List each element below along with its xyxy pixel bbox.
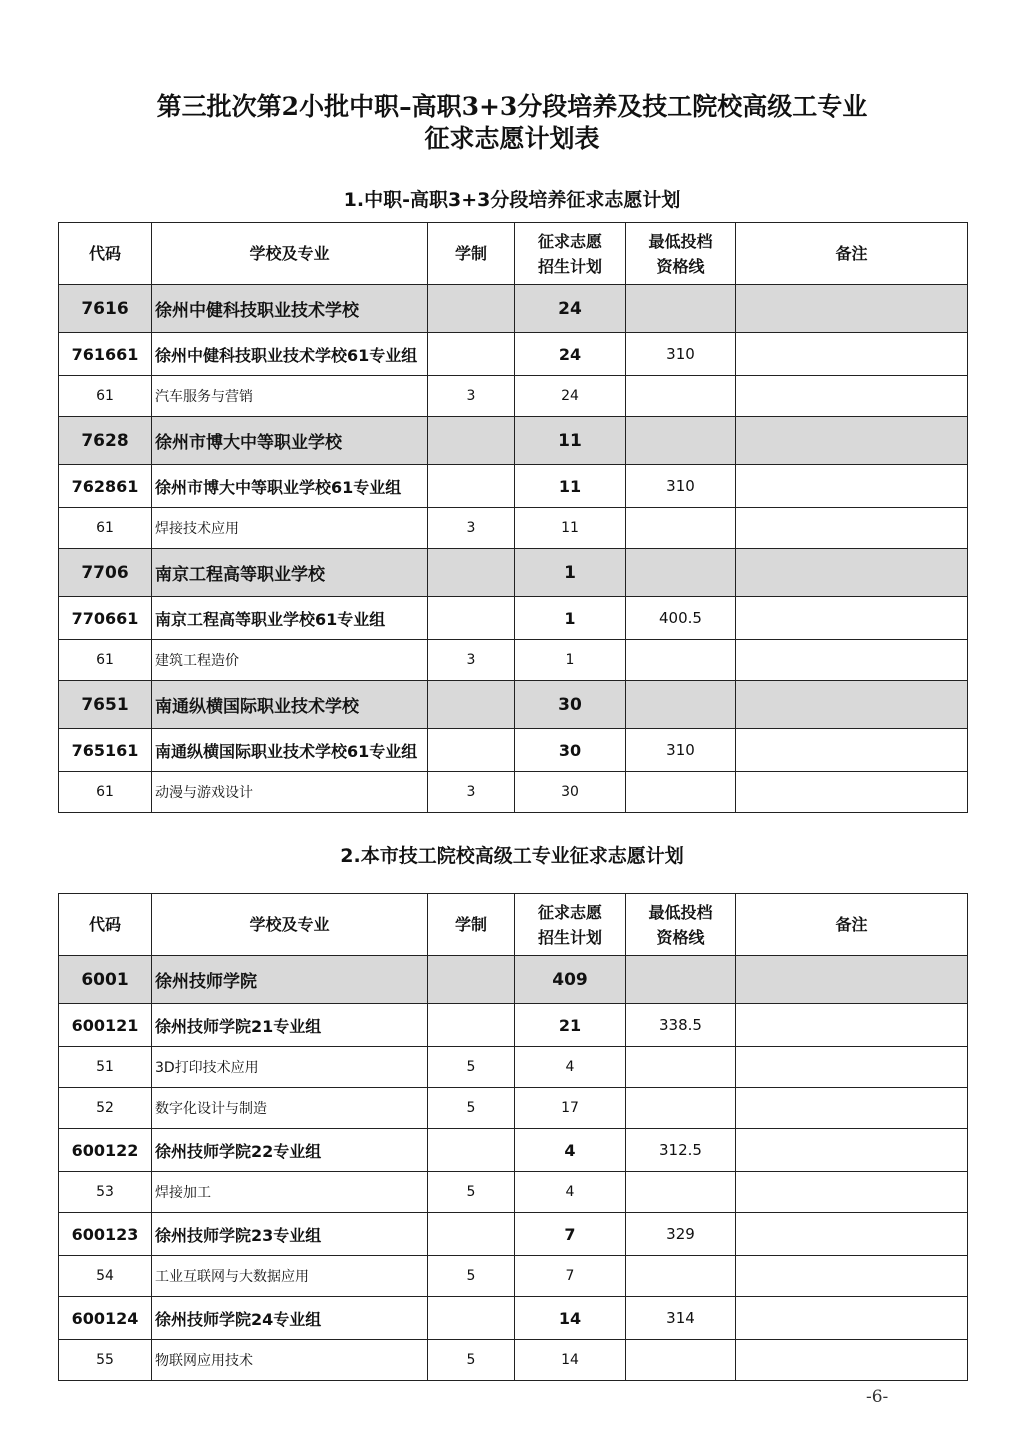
header-plan-line-1: 征求志愿 (537, 231, 602, 251)
major-row (59, 376, 968, 417)
cell-years: 5 (428, 1172, 515, 1213)
cell-plan: 17 (515, 1088, 626, 1129)
major-row (59, 640, 968, 681)
major-row (59, 1256, 968, 1297)
cell-code: 7706 (59, 549, 152, 597)
cell-note (736, 1004, 968, 1047)
header-min-score (626, 894, 736, 956)
cell-years: 5 (428, 1088, 515, 1129)
cell-min-score (626, 417, 736, 465)
header-school: 学校及专业 (152, 894, 428, 956)
header-plan-line-1: 征求志愿 (537, 902, 602, 922)
major-row (59, 1172, 968, 1213)
cell-min-score (626, 772, 736, 813)
cell-years: 3 (428, 640, 515, 681)
group-row (59, 729, 968, 772)
table-header-row (59, 223, 968, 285)
cell-note (736, 640, 968, 681)
cell-plan: 11 (515, 508, 626, 549)
cell-code: 61 (59, 640, 152, 681)
cell-years: 5 (428, 1047, 515, 1088)
table-header-row (59, 894, 968, 956)
cell-min-score: 310 (626, 729, 736, 772)
cell-code: 600124 (59, 1297, 152, 1340)
cell-note (736, 285, 968, 333)
major-row (59, 1047, 968, 1088)
cell-note (736, 549, 968, 597)
cell-school-major: 工业互联网与大数据应用 (152, 1256, 428, 1297)
cell-school-major: 徐州技师学院 (152, 956, 428, 1004)
header-score-line-1: 最低投档 (648, 231, 713, 251)
school-row (59, 681, 968, 729)
cell-school-major: 徐州中健科技职业技术学校61专业组 (152, 333, 428, 376)
cell-note (736, 1129, 968, 1172)
major-row (59, 1340, 968, 1381)
header-min-score (626, 223, 736, 285)
header-code: 代码 (59, 223, 152, 285)
cell-years (428, 681, 515, 729)
cell-code: 765161 (59, 729, 152, 772)
cell-code: 52 (59, 1088, 152, 1129)
cell-plan: 14 (515, 1297, 626, 1340)
cell-school-major: 焊接技术应用 (152, 508, 428, 549)
cell-plan: 24 (515, 376, 626, 417)
cell-school-major: 3D打印技术应用 (152, 1047, 428, 1088)
cell-plan: 4 (515, 1047, 626, 1088)
cell-code: 61 (59, 508, 152, 549)
cell-code: 51 (59, 1047, 152, 1088)
major-row (59, 1088, 968, 1129)
cell-note (736, 772, 968, 813)
cell-code: 770661 (59, 597, 152, 640)
cell-school-major: 徐州技师学院21专业组 (152, 1004, 428, 1047)
cell-years (428, 285, 515, 333)
cell-plan: 30 (515, 772, 626, 813)
cell-code: 53 (59, 1172, 152, 1213)
cell-note (736, 729, 968, 772)
school-row (59, 956, 968, 1004)
cell-plan: 1 (515, 597, 626, 640)
cell-code: 7651 (59, 681, 152, 729)
cell-code: 61 (59, 376, 152, 417)
cell-min-score (626, 1172, 736, 1213)
cell-note (736, 376, 968, 417)
cell-years: 3 (428, 772, 515, 813)
document-title-line-2: 征求志愿计划表 (424, 124, 600, 153)
cell-years (428, 729, 515, 772)
cell-note (736, 508, 968, 549)
cell-min-score: 400.5 (626, 597, 736, 640)
cell-note (736, 956, 968, 1004)
group-row (59, 1213, 968, 1256)
cell-plan: 1 (515, 549, 626, 597)
header-school: 学校及专业 (152, 223, 428, 285)
cell-plan: 21 (515, 1004, 626, 1047)
group-row (59, 597, 968, 640)
cell-code: 600122 (59, 1129, 152, 1172)
major-row (59, 508, 968, 549)
cell-school-major: 徐州技师学院23专业组 (152, 1213, 428, 1256)
cell-school-major: 南通纵横国际职业技术学校 (152, 681, 428, 729)
cell-min-score (626, 376, 736, 417)
cell-years (428, 597, 515, 640)
header-code: 代码 (59, 894, 152, 956)
cell-plan: 7 (515, 1256, 626, 1297)
cell-school-major: 南通纵横国际职业技术学校61专业组 (152, 729, 428, 772)
cell-min-score (626, 1088, 736, 1129)
cell-code: 54 (59, 1256, 152, 1297)
cell-code: 600121 (59, 1004, 152, 1047)
header-score-line-2: 资格线 (656, 256, 705, 276)
header-score-line-2: 资格线 (656, 927, 705, 947)
cell-note (736, 417, 968, 465)
cell-plan: 30 (515, 681, 626, 729)
cell-years: 5 (428, 1256, 515, 1297)
cell-code: 61 (59, 772, 152, 813)
cell-plan: 4 (515, 1172, 626, 1213)
cell-years (428, 1213, 515, 1256)
cell-plan: 14 (515, 1340, 626, 1381)
cell-code: 6001 (59, 956, 152, 1004)
cell-code: 600123 (59, 1213, 152, 1256)
cell-plan: 24 (515, 333, 626, 376)
cell-years: 5 (428, 1340, 515, 1381)
cell-years (428, 417, 515, 465)
cell-school-major: 数字化设计与制造 (152, 1088, 428, 1129)
cell-min-score (626, 956, 736, 1004)
header-note: 备注 (736, 223, 968, 285)
cell-min-score: 338.5 (626, 1004, 736, 1047)
cell-plan: 7 (515, 1213, 626, 1256)
cell-school-major: 建筑工程造价 (152, 640, 428, 681)
cell-plan: 11 (515, 417, 626, 465)
cell-school-major: 徐州技师学院24专业组 (152, 1297, 428, 1340)
document-title-line-1: 第三批次第2小批中职–高职3+3分段培养及技工院校高级工专业 (156, 92, 868, 121)
group-row (59, 465, 968, 508)
school-row (59, 417, 968, 465)
cell-code: 7628 (59, 417, 152, 465)
cell-note (736, 1088, 968, 1129)
cell-min-score (626, 549, 736, 597)
section-2-title: 2.本市技工院校高级工专业征求志愿计划 (340, 845, 684, 867)
group-row (59, 1129, 968, 1172)
cell-note (736, 1297, 968, 1340)
cell-code: 761661 (59, 333, 152, 376)
cell-school-major: 动漫与游戏设计 (152, 772, 428, 813)
cell-years: 3 (428, 508, 515, 549)
cell-min-score (626, 1047, 736, 1088)
cell-min-score: 310 (626, 465, 736, 508)
cell-plan: 11 (515, 465, 626, 508)
cell-years (428, 333, 515, 376)
cell-plan: 409 (515, 956, 626, 1004)
cell-min-score (626, 285, 736, 333)
cell-note (736, 1256, 968, 1297)
cell-years (428, 1129, 515, 1172)
cell-school-major: 南京工程高等职业学校61专业组 (152, 597, 428, 640)
cell-note (736, 465, 968, 508)
cell-note (736, 1213, 968, 1256)
school-row (59, 549, 968, 597)
cell-min-score (626, 640, 736, 681)
header-plan (515, 894, 626, 956)
cell-note (736, 681, 968, 729)
cell-min-score (626, 1340, 736, 1381)
cell-school-major: 徐州中健科技职业技术学校 (152, 285, 428, 333)
cell-note (736, 1172, 968, 1213)
cell-years (428, 465, 515, 508)
cell-min-score: 314 (626, 1297, 736, 1340)
header-years: 学制 (428, 223, 515, 285)
cell-min-score (626, 508, 736, 549)
cell-years (428, 1297, 515, 1340)
cell-school-major: 南京工程高等职业学校 (152, 549, 428, 597)
major-row (59, 772, 968, 813)
cell-note (736, 1340, 968, 1381)
header-plan (515, 223, 626, 285)
header-plan-line-2: 招生计划 (537, 256, 602, 276)
cell-years (428, 549, 515, 597)
cell-code: 762861 (59, 465, 152, 508)
cell-years: 3 (428, 376, 515, 417)
cell-min-score (626, 1256, 736, 1297)
cell-school-major: 焊接加工 (152, 1172, 428, 1213)
header-plan-line-2: 招生计划 (537, 927, 602, 947)
group-row (59, 1004, 968, 1047)
cell-note (736, 333, 968, 376)
cell-plan: 1 (515, 640, 626, 681)
cell-years (428, 1004, 515, 1047)
header-years: 学制 (428, 894, 515, 956)
cell-min-score: 312.5 (626, 1129, 736, 1172)
cell-plan: 4 (515, 1129, 626, 1172)
cell-school-major: 徐州市博大中等职业学校 (152, 417, 428, 465)
cell-school-major: 徐州市博大中等职业学校61专业组 (152, 465, 428, 508)
cell-min-score: 329 (626, 1213, 736, 1256)
cell-years (428, 956, 515, 1004)
cell-plan: 24 (515, 285, 626, 333)
page-number: -6- (866, 1387, 889, 1407)
header-score-line-1: 最低投档 (648, 902, 713, 922)
group-row (59, 333, 968, 376)
school-row (59, 285, 968, 333)
group-row (59, 1297, 968, 1340)
cell-note (736, 597, 968, 640)
section-1-title: 1.中职-高职3+3分段培养征求志愿计划 (343, 189, 681, 211)
cell-min-score (626, 681, 736, 729)
cell-code: 55 (59, 1340, 152, 1381)
cell-min-score: 310 (626, 333, 736, 376)
cell-code: 7616 (59, 285, 152, 333)
cell-note (736, 1047, 968, 1088)
cell-school-major: 物联网应用技术 (152, 1340, 428, 1381)
cell-plan: 30 (515, 729, 626, 772)
cell-school-major: 汽车服务与营销 (152, 376, 428, 417)
technician-plan-table (58, 893, 968, 1381)
vocational-plan-table (58, 222, 968, 813)
header-note: 备注 (736, 894, 968, 956)
cell-school-major: 徐州技师学院22专业组 (152, 1129, 428, 1172)
